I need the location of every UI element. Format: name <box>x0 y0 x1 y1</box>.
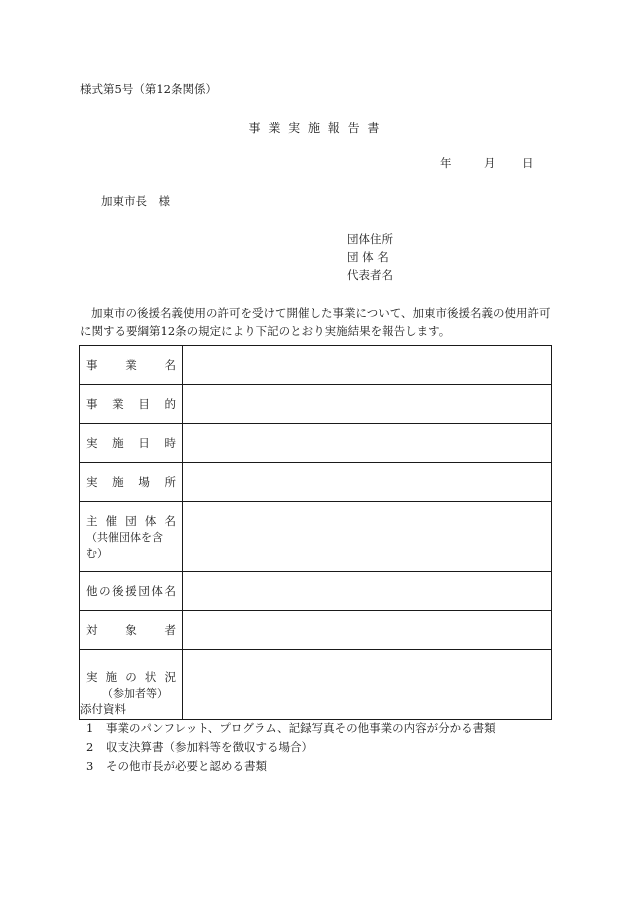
form-number: 様式第5号（第12条関係） <box>80 82 217 96</box>
row-label <box>80 611 183 650</box>
row-label-char: 援 <box>125 584 137 598</box>
row-label-text <box>86 669 176 685</box>
attachments-title: 添付資料 <box>80 702 126 716</box>
row-label-char: 体 <box>151 584 163 598</box>
row-label-char: 後 <box>112 584 124 598</box>
row-label <box>80 424 183 463</box>
date-day-label: 日 <box>522 156 534 170</box>
attachment-item <box>86 739 313 755</box>
attachment-text: 収支決算書（参加料等を徴収する場合） <box>106 740 313 754</box>
body-text: 加東市の後援名義使用の許可を受けて開催した事業について、加東市後援名義の使用許可に関する要綱第12条の規定により下記のとおり実施結果を報告します。 <box>80 306 551 338</box>
report-table <box>79 345 552 720</box>
attachment-text: その他市長が必要と認める書類 <box>106 759 267 773</box>
table-row <box>80 611 552 650</box>
attachment-number: 1 <box>86 721 94 735</box>
date-year-label: 年 <box>440 156 452 170</box>
row-label <box>80 572 183 611</box>
date-month-label: 月 <box>484 156 496 170</box>
row-label-char: 象 <box>125 623 137 637</box>
row-label-char: 実 <box>86 669 98 684</box>
row-label-char: 事 <box>86 358 98 372</box>
table-row <box>80 502 552 572</box>
row-label-char: 体 <box>144 513 157 528</box>
table-row <box>80 346 552 385</box>
row-label-text <box>86 513 176 529</box>
attachment-number: 3 <box>86 759 94 773</box>
row-label-char: の <box>125 669 137 684</box>
row-label-char: 況 <box>164 669 176 684</box>
sender-name-label: 団 体 名 <box>347 250 389 264</box>
row-value-cell[interactable] <box>183 424 552 463</box>
row-value-cell[interactable] <box>183 463 552 502</box>
row-label <box>80 463 183 502</box>
row-label-text <box>86 622 176 638</box>
row-value-cell[interactable] <box>183 346 552 385</box>
table-row <box>80 385 552 424</box>
table-row <box>80 572 552 611</box>
row-label <box>80 385 183 424</box>
row-label-char: 他 <box>86 584 98 598</box>
row-label-text <box>86 583 176 599</box>
attachment-item <box>86 758 267 774</box>
row-label-char: 目 <box>138 397 150 411</box>
row-label-char: 事 <box>86 397 98 411</box>
table-row <box>80 424 552 463</box>
row-label-char: 催 <box>105 513 118 528</box>
row-label-text <box>86 435 176 451</box>
attachment-text: 事業のパンフレット、プログラム、記録写真その他事業の内容が分かる書類 <box>106 721 496 735</box>
row-label-char: 施 <box>112 475 124 489</box>
row-label-char: 名 <box>164 513 176 528</box>
row-value-cell[interactable] <box>183 572 552 611</box>
row-value-cell[interactable] <box>183 611 552 650</box>
row-label-char: 施 <box>112 436 124 450</box>
row-label-text <box>86 357 176 373</box>
body-paragraph <box>80 304 554 340</box>
row-label-char: 対 <box>86 623 98 637</box>
row-label-char: 業 <box>125 358 137 372</box>
attachment-item <box>86 720 496 736</box>
row-label-char: 日 <box>138 436 150 450</box>
row-label-char: 名 <box>164 584 176 598</box>
row-label-text <box>86 396 176 412</box>
row-label-char: 実 <box>86 436 98 450</box>
row-label <box>80 502 183 572</box>
row-label-char: 名 <box>164 358 176 372</box>
attachment-number: 2 <box>86 740 94 754</box>
sender-address-label: 団体住所 <box>347 232 393 246</box>
date-line <box>440 155 534 171</box>
row-label-char: 時 <box>164 436 176 450</box>
row-value-cell[interactable] <box>183 650 552 720</box>
document-title: 事 業 実 施 報 告 書 <box>248 121 382 135</box>
row-label-char: 施 <box>105 669 118 684</box>
table-row <box>80 463 552 502</box>
row-value-cell[interactable] <box>183 502 552 572</box>
row-value-cell[interactable] <box>183 385 552 424</box>
row-label-char: 的 <box>164 397 176 411</box>
row-label-char: 場 <box>138 475 150 489</box>
addressee: 加東市長 様 <box>101 194 170 208</box>
row-label-sub: （共催団体を含む） <box>86 530 163 560</box>
row-label-char: 状 <box>144 669 157 684</box>
row-label-char: 業 <box>112 397 124 411</box>
row-label-char: 団 <box>138 584 150 598</box>
row-label-char: の <box>99 584 111 598</box>
row-label-char: 所 <box>164 475 176 489</box>
row-label-text <box>86 474 176 490</box>
table-row <box>80 650 552 720</box>
row-label-char: 実 <box>86 475 98 489</box>
sender-representative-label: 代表者名 <box>347 268 393 282</box>
row-label-sub: （参加者等） <box>102 686 168 700</box>
row-label-char: 者 <box>164 623 176 637</box>
row-label-char: 主 <box>86 513 98 528</box>
row-label-char: 団 <box>125 513 137 528</box>
row-label <box>80 346 183 385</box>
